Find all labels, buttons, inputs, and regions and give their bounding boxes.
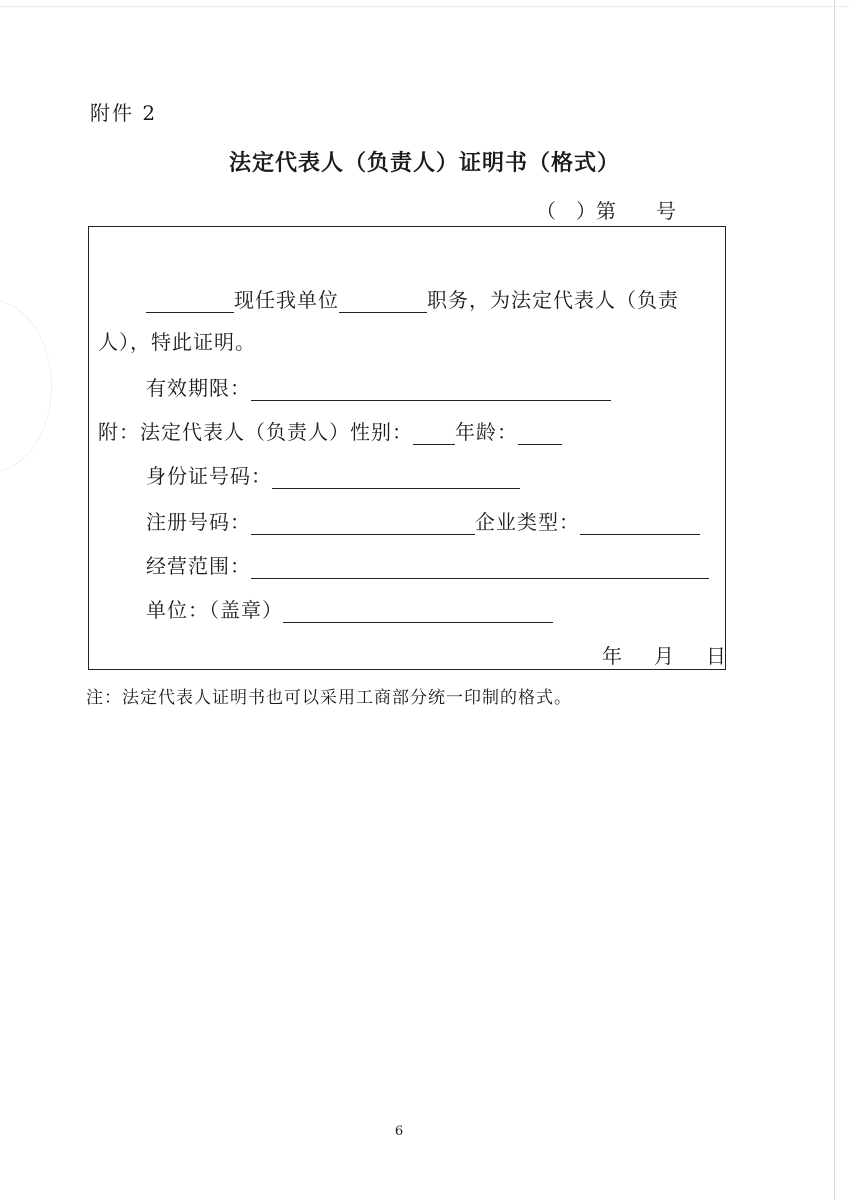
intro-text-2: 职务，为法定代表人（负责 xyxy=(427,288,679,312)
scope-row xyxy=(146,550,709,579)
unit-row xyxy=(146,594,553,623)
registration-label: 注册号码： xyxy=(146,510,251,534)
attachment-label: 附件 2 xyxy=(90,101,158,125)
age-label: 年龄： xyxy=(455,420,518,444)
scope-blank xyxy=(251,556,709,579)
page-number: 6 xyxy=(394,1124,404,1139)
validity-row xyxy=(146,372,611,401)
date-line: 年 月 日 xyxy=(602,644,732,668)
registration-row xyxy=(146,506,700,535)
validity-blank xyxy=(251,378,611,401)
enterprise-type-label: 企业类型： xyxy=(475,510,580,534)
validity-label: 有效期限： xyxy=(146,376,251,400)
age-blank xyxy=(518,422,562,445)
scan-edge-right xyxy=(834,0,835,1200)
scope-label: 经营范围： xyxy=(146,554,251,578)
page-title: 法定代表人（负责人）证明书（格式） xyxy=(228,150,620,176)
footnote: 注：法定代表人证明书也可以采用工商部分统一印制的格式。 xyxy=(86,688,572,708)
position-blank xyxy=(339,290,427,313)
document-number: （ ）第 号 xyxy=(536,199,676,223)
id-row xyxy=(146,460,520,489)
scan-edge-top xyxy=(0,6,849,7)
gender-age-row xyxy=(98,416,562,445)
unit-label: 单位：（盖章） xyxy=(146,598,283,622)
intro-line-1 xyxy=(146,284,679,313)
gender-label: 附：法定代表人（负责人）性别： xyxy=(98,420,413,444)
intro-line-2: 人），特此证明。 xyxy=(98,330,256,354)
id-label: 身份证号码： xyxy=(146,464,272,488)
id-blank xyxy=(272,466,520,489)
enterprise-type-blank xyxy=(580,512,700,535)
unit-blank xyxy=(283,600,553,623)
intro-text-1: 现任我单位 xyxy=(234,288,339,312)
gender-blank xyxy=(413,422,455,445)
faint-stamp-mark xyxy=(0,300,52,472)
registration-blank xyxy=(251,512,475,535)
name-blank xyxy=(146,290,234,313)
